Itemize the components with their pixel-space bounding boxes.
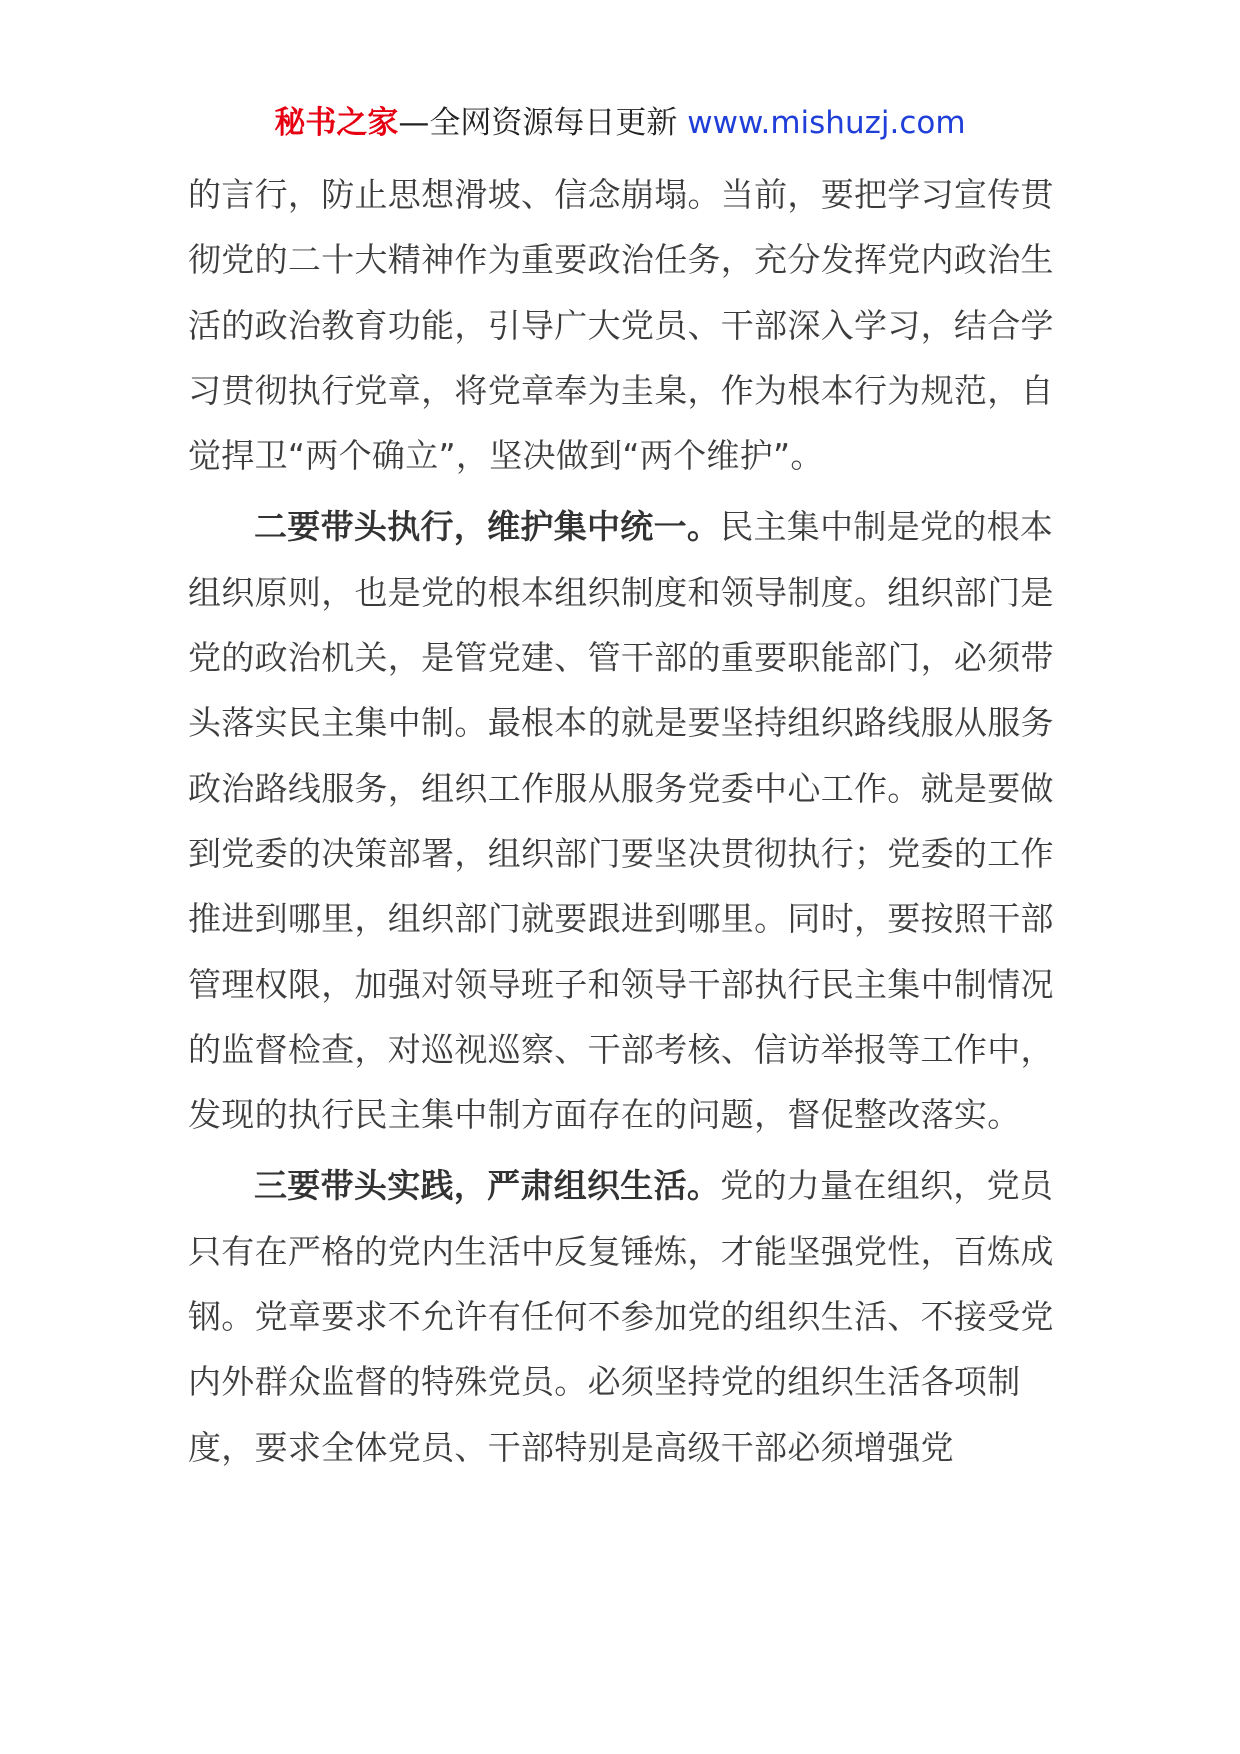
paragraph-body: 党的力量在组织，党员只有在严格的党内生活中反复锤炼，才能坚强党性，百炼成钢。党章要求不允许有任何不参加党的组织生活、不接受党内外群众监督的特殊党员。必须坚持党的组织生活各项制度，要求全体党员、干部特别是高级干部必须增强党 <box>188 1166 1054 1467</box>
paragraph-lead: 三要带头实践，严肃组织生活。 <box>254 1166 721 1206</box>
paragraph-body: 的言行，防止思想滑坡、信念崩塌。当前，要把学习宣传贯彻党的二十大精神作为重要政治任务，充分发挥党内政治生活的政治教育功能，引导广大党员、干部深入学习，结合学习贯彻执行党章，将党章奉为圭臬，作为根本行为规范，自觉捍卫“两个确立”，坚决做到“两个维护”。 <box>188 175 1054 476</box>
paragraph-point-two <box>188 494 1064 1147</box>
site-slogan: —全网资源每日更新 <box>398 105 678 141</box>
paragraph-lead: 二要带头执行，维护集中统一。 <box>254 507 721 547</box>
site-brand: 秘书之家 <box>274 105 399 141</box>
paragraph-continuation <box>188 162 1064 488</box>
paragraph-body: 民主集中制是党的根本组织原则，也是党的根本组织制度和领导制度。组织部门是党的政治机关，是管党建、管干部的重要职能部门，必须带头落实民主集中制。最根本的就是要坚持组织路线服从服务政治路线服务，组织工作服从服务党委中心工作。就是要做到党委的决策部署，组织部门要坚决贯彻执行；党委的工作推进到哪里，组织部门就要跟进到哪里。同时，要按照干部管理权限，加强对领导班子和领导干部执行民主集中制情况的监督检查，对巡视巡察、干部考核、信访举报等工作中，发现的执行民主集中制方面存在的问题，督促整改落实。 <box>188 507 1054 1135</box>
paragraph-point-three <box>188 1153 1064 1479</box>
document-body <box>188 162 1064 1480</box>
site-header <box>0 100 1240 146</box>
site-url-link[interactable]: www.mishuzj.com <box>677 105 966 141</box>
